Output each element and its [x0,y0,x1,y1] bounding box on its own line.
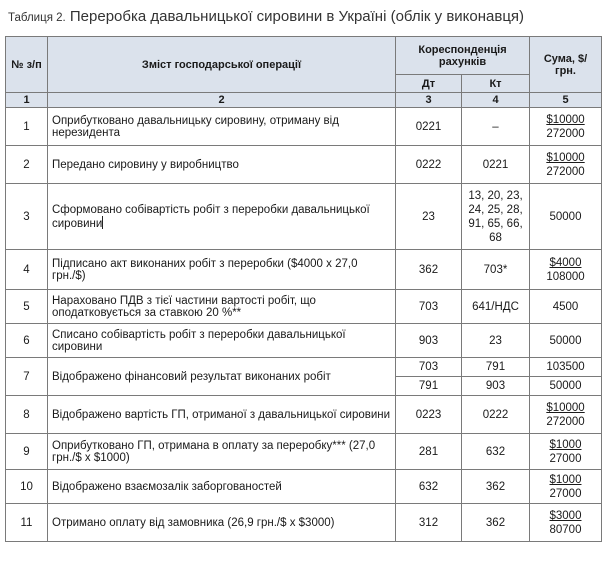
credit-account: 13, 20, 23, 24, 25, 28, 91, 65, 66, 68 [462,184,530,250]
amount-usd: $10000 [546,401,585,414]
amount-cell [530,108,602,146]
credit-account: 791 [462,358,530,377]
credit-account: 23 [462,324,530,358]
debit-account: 23 [396,184,462,250]
credit-account: 903 [462,377,530,396]
debit-account: 632 [396,470,462,504]
table-caption [8,8,524,25]
credit-account: 632 [462,434,530,470]
debit-account: 903 [396,324,462,358]
credit-account: – [462,108,530,146]
amount-cell [530,146,602,184]
header-content: Зміст господарської операції [48,37,396,93]
credit-account: 0222 [462,396,530,434]
amount-uah: 272000 [546,127,585,140]
table-row [6,324,602,358]
debit-account: 362 [396,250,462,290]
row-number: 2 [6,146,48,184]
amount-cell: 50000 [530,324,602,358]
row-number: 5 [6,290,48,324]
debit-account: 703 [396,290,462,324]
table-row [6,358,602,377]
table-row [6,470,602,504]
table-row [6,250,602,290]
row-number: 8 [6,396,48,434]
index-cell: 5 [530,93,602,108]
amount-uah: 272000 [546,165,585,178]
amount-cell [530,434,602,470]
amount-uah: 80700 [549,523,582,536]
row-number: 3 [6,184,48,250]
operation-text: Оприбутковано ГП, отримана в оплату за переробку*** (27,0 грн./$ х $1000) [48,434,396,470]
amount-cell: 50000 [530,377,602,396]
amount-cell: 4500 [530,290,602,324]
header-dt: Дт [396,75,462,93]
amount-usd: $10000 [546,151,585,164]
debit-account: 791 [396,377,462,396]
credit-account: 362 [462,470,530,504]
debit-account: 0222 [396,146,462,184]
credit-account: 641/НДС [462,290,530,324]
index-cell: 1 [6,93,48,108]
operation-text: Відображено вартість ГП, отриманої з давальницької сировини [48,396,396,434]
credit-account: 0221 [462,146,530,184]
operation-text: Сформовано собівартість робіт з переробки давальницької сировини [52,203,370,230]
header-kt: Кт [462,75,530,93]
operation-text: Підписано акт виконаних робіт з переробки ($4000 х 27,0 грн./$) [48,250,396,290]
operations-table [5,36,602,542]
index-cell: 4 [462,93,530,108]
row-number: 10 [6,470,48,504]
debit-account: 0223 [396,396,462,434]
row-number: 4 [6,250,48,290]
debit-account: 703 [396,358,462,377]
index-cell: 3 [396,93,462,108]
amount-cell [530,396,602,434]
amount-usd: $3000 [549,509,582,522]
debit-account: 0221 [396,108,462,146]
amount-uah: 272000 [546,415,585,428]
amount-uah: 27000 [549,487,582,500]
row-number: 9 [6,434,48,470]
table-row [6,396,602,434]
operation-text: Списано собівартість робіт з переробки давальницької сировини [48,324,396,358]
index-cell: 2 [48,93,396,108]
text-cursor [102,216,103,229]
table-row [6,184,602,250]
amount-cell [530,470,602,504]
credit-account: 362 [462,504,530,542]
debit-account: 281 [396,434,462,470]
amount-cell: 50000 [530,184,602,250]
debit-account: 312 [396,504,462,542]
amount-uah: 108000 [546,270,585,283]
table-row [6,108,602,146]
table-row [6,146,602,184]
operation-text: Відображено фінансовий результат виконаних робіт [48,358,396,396]
operation-text: Оприбутковано давальницьку сировину, отриману від нерезидента [48,108,396,146]
table-row [6,290,602,324]
operation-text: Відображено взаємозалік заборгованостей [48,470,396,504]
amount-cell [530,250,602,290]
amount-usd: $10000 [546,113,585,126]
amount-uah: 27000 [549,452,582,465]
table-row [6,504,602,542]
header-correspondence: Кореспонденція рахунків [396,37,530,75]
amount-usd: $1000 [549,473,582,486]
header-sum: Сума, $/грн. [530,37,602,93]
row-number: 6 [6,324,48,358]
operation-text-wrap [48,184,396,250]
row-number: 1 [6,108,48,146]
amount-cell: 103500 [530,358,602,377]
operation-text: Нараховано ПДВ з тієї частини вартості робіт, що оподатковується за ставкою 20 %** [48,290,396,324]
operation-text: Передано сировину у виробництво [48,146,396,184]
credit-account: 703* [462,250,530,290]
table-row [6,434,602,470]
amount-usd: $1000 [549,438,582,451]
amount-cell [530,504,602,542]
amount-usd: $4000 [549,256,582,269]
caption-title: Переробка давальницької сировини в Україні (облік у виконавця) [69,8,525,25]
header-num: № з/п [6,37,48,93]
operation-text: Отримано оплату від замовника (26,9 грн./$ х $3000) [48,504,396,542]
caption-prefix: Таблиця 2. [8,12,66,24]
row-number: 7 [6,358,48,396]
row-number: 11 [6,504,48,542]
